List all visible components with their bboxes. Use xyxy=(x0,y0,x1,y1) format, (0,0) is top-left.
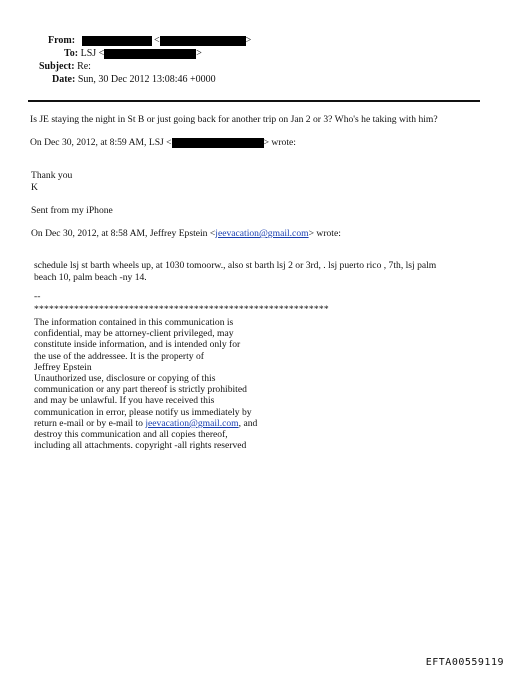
schedule-line-2: beach 10, palm beach -ny 14. xyxy=(34,272,147,283)
disclaimer-return-line xyxy=(34,418,257,429)
document-id: EFTA00559119 xyxy=(425,657,504,668)
disclaimer-line: the use of the addressee. It is the property of xyxy=(34,350,204,362)
to-bracket-close: > xyxy=(196,48,202,59)
disclaimer-line: confidential, may be attorney-client privileged, may xyxy=(34,328,234,340)
quote1-prefix: On Dec 30, 2012, at 8:59 AM, LSJ < xyxy=(30,137,172,148)
quote-header-1 xyxy=(30,137,296,149)
disclaimer-line: Jeffrey Epstein xyxy=(34,361,92,373)
quote1-email-redaction xyxy=(172,138,264,148)
from-bracket-close: > xyxy=(245,35,252,46)
disclaimer-line: and may be unlawful. If you have received this xyxy=(34,395,215,407)
subject-label: Subject: xyxy=(39,61,75,72)
date-label: Date: xyxy=(52,74,76,85)
disclaimer-line: including all attachments. copyright -all rights reserved xyxy=(34,440,247,452)
to-label: To: xyxy=(64,48,79,59)
disclaimer-line: constitute inside information, and is intended only for xyxy=(34,339,241,351)
date-row xyxy=(52,73,216,86)
from-label: From: xyxy=(48,35,76,46)
to-row xyxy=(64,47,202,60)
quote-header-2 xyxy=(31,228,341,240)
disclaimer-line: communication or any part thereof is strictly prohibited xyxy=(34,384,247,396)
sent-from-text: Sent from my iPhone xyxy=(31,205,113,216)
disclaimer-line: Unauthorized use, disclosure or copying of this xyxy=(34,373,216,385)
return-prefix: return e-mail or by e-mail to xyxy=(34,417,146,429)
disclaimer-email-link[interactable]: jeevacation@gmail.com xyxy=(145,417,239,429)
quote2-email-link[interactable]: jeevacation@gmail.com xyxy=(215,228,309,239)
thank-you-text: Thank you xyxy=(31,170,73,181)
subject-row xyxy=(39,60,91,73)
to-value: LSJ < xyxy=(80,48,105,59)
disclaimer-line: communication in error, please notify us immediately by xyxy=(34,406,252,418)
disclaimer-block xyxy=(34,317,257,451)
question-text: Is JE staying the night in St B or just going back for another trip on Jan 2 or 3? Who's he taking with him? xyxy=(30,114,438,125)
signature-k: K xyxy=(31,182,38,193)
subject-value: Re: xyxy=(77,61,91,72)
from-bracket-open: < xyxy=(154,35,160,46)
quote2-prefix: On Dec 30, 2012, at 8:58 AM, Jeffrey Epstein < xyxy=(31,228,216,239)
schedule-line-1: schedule lsj st barth wheels up, at 1030 tomoorw., also st barth lsj 2 or 3rd, . lsj puerto rico , 7th, lsj palm xyxy=(34,260,437,271)
return-suffix: , and xyxy=(238,417,258,429)
disclaimer-line: The information contained in this communication is xyxy=(34,317,234,328)
signature-dashes: -- xyxy=(34,291,41,302)
from-row xyxy=(48,34,251,47)
quote1-suffix: > wrote: xyxy=(263,137,296,148)
header-divider xyxy=(28,100,480,102)
from-name-redaction xyxy=(82,36,152,46)
disclaimer-line: destroy this communication and all copies thereof, xyxy=(34,429,228,441)
to-email-redaction xyxy=(104,49,196,59)
date-value: Sun, 30 Dec 2012 13:08:46 +0000 xyxy=(77,74,216,85)
disclaimer-stars: *********************************************************** xyxy=(34,304,329,315)
from-email-redaction xyxy=(160,36,246,46)
quote2-suffix: > wrote: xyxy=(308,228,341,239)
